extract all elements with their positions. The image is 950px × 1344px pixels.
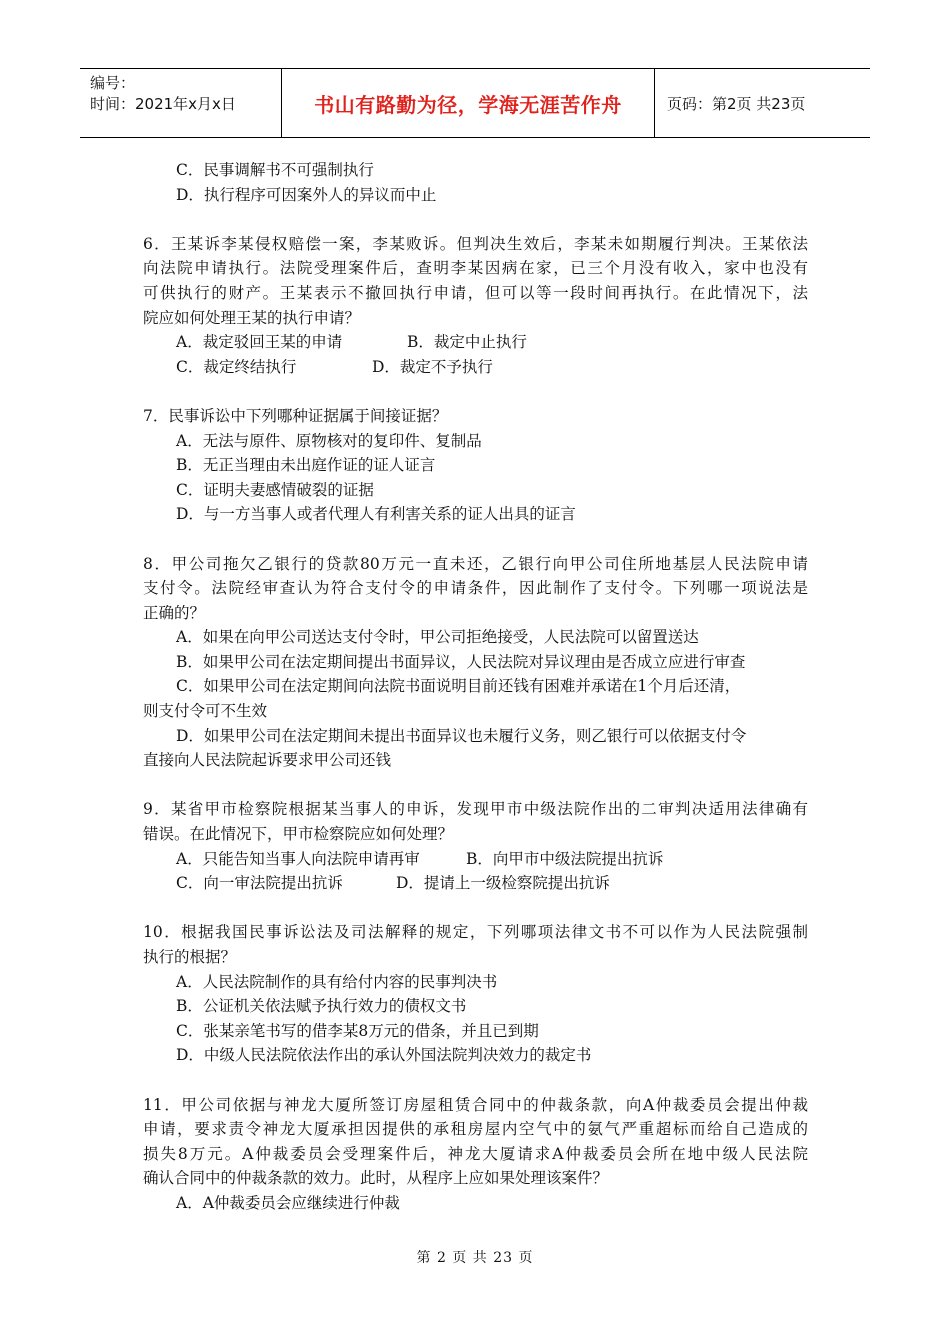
q8-stem-line: 正确的？ [143, 603, 206, 622]
q5-option-c: C．民事调解书不可强制执行 [176, 161, 374, 179]
q6-stem-line: 可供执行的财产。王某表示不撤回执行申请，但可以等一段时间再执行。在此情况下，法 [143, 283, 808, 302]
q9-option-c: C．向一审法院提出抗诉 [176, 874, 343, 893]
q6-option-a: A．裁定驳回王某的申请 [176, 333, 343, 352]
header-motto: 书山有路勤为径，学海无涯苦作舟 [282, 69, 655, 137]
q7-option-c: C．证明夫妻感情破裂的证据 [176, 480, 374, 499]
q6-option-b: B．裁定中止执行 [407, 333, 527, 352]
document-date-label: 时间：2021年x月x日 [90, 95, 236, 113]
q8-option-a: A．如果在向甲公司送达支付令时，甲公司拒绝接受，人民法院可以留置送达 [176, 628, 699, 647]
q8-stem-line: 支付令。法院经审查认为符合支付令的申请条件，因此制作了支付令。下列哪一项说法是 [143, 579, 808, 598]
page-footer: 第 2 页 共 23 页 [416, 1250, 534, 1266]
q5-option-d: D．执行程序可因案外人的异议而中止 [176, 185, 437, 204]
q11-option-a: A．A仲裁委员会应继续进行仲裁 [176, 1193, 400, 1212]
q8-stem-line: 8．甲公司拖欠乙银行的贷款80万元一直未还，乙银行向甲公司住所地基层人民法院申请 [143, 554, 808, 573]
q10-option-c: C．张某亲笔书写的借李某8万元的借条，并且已到期 [176, 1021, 539, 1040]
q10-option-a: A．人民法院制作的具有给付内容的民事判决书 [176, 972, 498, 991]
q7-option-d: D．与一方当事人或者代理人有利害关系的证人出具的证言 [176, 505, 576, 524]
q6-option-d: D．裁定不予执行 [372, 357, 493, 376]
q6-stem-line: 6．王某诉李某侵权赔偿一案，李某败诉。但判决生效后，李某未如期履行判决。王某依法 [143, 234, 808, 253]
q6-options-cd [143, 355, 808, 380]
q9-option-b: B．向甲市中级法院提出抗诉 [466, 849, 664, 868]
q6-stem-line: 院应如何处理王某的执行申请？ [143, 308, 361, 327]
q6-options-ab [143, 330, 808, 355]
q9-option-a: A．只能告知当事人向法院申请再审 [176, 849, 420, 868]
page-header [80, 68, 870, 138]
q9-options-cd [143, 871, 808, 896]
q8-option-d: D．如果甲公司在法定期间未提出书面异议也未履行义务，则乙银行可以依据支付令 [176, 726, 747, 745]
q9-stem-line: 错误。在此情况下，甲市检察院应如何处理？ [143, 825, 454, 844]
q7-stem: 7．民事诉讼中下列哪种证据属于间接证据？ [143, 406, 448, 425]
q9-option-d: D．提请上一级检察院提出抗诉 [396, 874, 610, 893]
q11-stem-line: 确认合同中的仲裁条款的效力。此时，从程序上应如果处理该案件？ [143, 1169, 609, 1188]
q7-option-b: B．无正当理由未出庭作证的证人证言 [176, 456, 436, 475]
q8-option-b: B．如果甲公司在法定期间提出书面异议，人民法院对异议理由是否成立应进行审查 [176, 652, 746, 671]
q6-stem-line: 向法院申请执行。法院受理案件后，查明李某因病在家，已三个月没有收入，家中也没有 [143, 259, 808, 278]
document-body [143, 158, 808, 1216]
q10-stem-line: 10．根据我国民事诉讼法及司法解释的规定，下列哪项法律文书不可以作为人民法院强制 [143, 923, 808, 942]
q10-option-d: D．中级人民法院依法作出的承认外国法院判决效力的裁定书 [176, 1046, 592, 1065]
document-number-label: 编号： [90, 74, 136, 92]
q9-stem-line: 9．某省甲市检察院根据某当事人的申诉，发现甲市中级法院作出的二审判决适用法律确有 [143, 800, 808, 819]
q11-stem-line: 申请，要求责令神龙大厦承担因提供的承租房屋内空气中的氨气严重超标而给自己造成的 [143, 1120, 808, 1139]
q9-options-ab [143, 847, 808, 872]
q8-option-d-cont: 直接向人民法院起诉要求甲公司还钱 [143, 751, 392, 770]
q8-option-c-cont: 则支付令可不生效 [143, 702, 268, 721]
q11-stem-line: 11．甲公司依据与神龙大厦所签订房屋租赁合同中的仲裁条款，向A仲裁委员会提出仲裁 [143, 1095, 808, 1114]
header-left-cell [80, 69, 282, 137]
header-page-info: 页码：第2页 共23页 [667, 94, 806, 113]
q11-stem-line: 损失8万元。A仲裁委员会受理案件后，神龙大厦请求A仲裁委员会所在地中级人民法院 [143, 1144, 808, 1163]
q10-stem-line: 执行的根据？ [143, 948, 237, 966]
q6-option-c: C．裁定终结执行 [176, 357, 297, 376]
q10-option-b: B．公证机关依法赋予执行效力的债权文书 [176, 997, 467, 1016]
q7-option-a: A．无法与原件、原物核对的复印件、复制品 [176, 431, 482, 450]
q8-option-c: C．如果甲公司在法定期间向法院书面说明目前还钱有困难并承诺在1个月后还清， [176, 677, 741, 696]
